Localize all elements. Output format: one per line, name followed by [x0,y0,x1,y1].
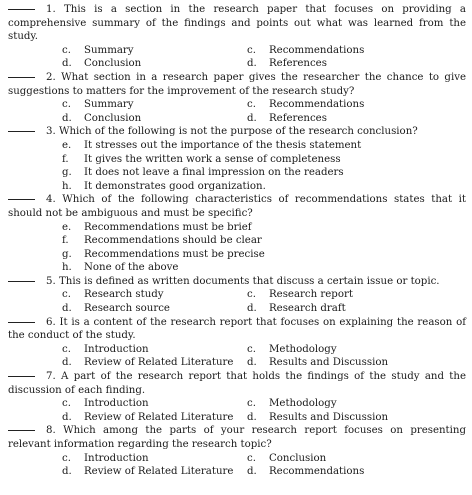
option-text: References [269,112,327,124]
answer-option[interactable] [62,248,466,262]
answer-option[interactable] [247,44,447,58]
option-letter: d. [247,466,257,478]
answer-option[interactable] [247,343,447,357]
answer-option[interactable] [62,452,247,466]
question-number: 8. [46,425,56,437]
answer-option[interactable] [62,221,466,235]
option-text: Recommendations [269,466,365,478]
option-text: Recommendations must be precise [84,248,265,260]
answer-blank[interactable] [8,8,35,10]
answer-blank[interactable] [8,321,35,323]
question-5 [8,275,466,316]
question-6 [8,316,466,370]
option-letter: d. [247,58,257,70]
answer-options [8,452,466,479]
question-number: 1. [46,4,56,15]
option-letter: d. [247,303,257,315]
option-text: Conclusion [84,58,142,70]
question-text: Which of the following characteristics of recommendations states that it should not be ambiguous and must be specific? [8,194,466,219]
option-text: Research study [84,289,164,301]
answer-option[interactable] [62,343,247,357]
answer-blank[interactable] [8,198,35,200]
option-letter: c. [247,289,256,301]
answer-options [8,44,466,71]
question-8 [8,424,466,478]
question-text: This is a section in the research paper that focuses on providing a comprehensive summary of the findings and points out what was learned from the study. [8,4,466,43]
answer-option[interactable] [62,288,247,302]
answer-option[interactable] [62,180,466,194]
option-letter: d. [247,357,257,369]
option-text: Research source [84,303,170,315]
question-text: What section in a research paper gives the researcher the chance to give suggestions to matters for the improvement of the research study? [8,71,466,97]
option-letter: c. [247,44,256,56]
option-text: Review of Related Literature [84,466,234,478]
option-letter: c. [62,99,71,111]
answer-option[interactable] [62,98,247,112]
question-text: A part of the research report that holds the findings of the study and the discussion of each finding. [8,371,466,396]
option-letter: c. [247,452,256,464]
answer-option[interactable] [62,234,466,248]
option-letter: g. [62,248,72,260]
question-7 [8,370,466,424]
option-letter: c. [62,289,71,301]
question-stem [8,275,466,289]
question-stem [8,424,466,451]
question-stem [8,193,466,220]
question-stem [8,71,466,98]
option-text: It demonstrates good organization. [84,180,266,192]
option-letter: h. [62,180,72,192]
option-letter: f. [62,235,69,247]
option-text: Introduction [84,398,149,410]
option-letter: g. [62,167,72,179]
answer-option[interactable] [62,57,247,71]
question-4 [8,193,466,275]
answer-option[interactable] [62,302,247,316]
answer-options [8,98,466,125]
option-text: Summary [84,44,134,56]
option-text: Recommendations must be brief [84,221,252,233]
answer-option[interactable] [247,465,447,479]
answer-option[interactable] [62,397,247,411]
option-text: None of the above [84,262,179,274]
answer-option[interactable] [62,261,466,275]
option-letter: d. [62,411,72,423]
answer-option[interactable] [247,411,447,425]
answer-option[interactable] [62,44,247,58]
question-number: 3. [46,126,56,138]
answer-option[interactable] [247,397,447,411]
option-letter: c. [62,343,71,355]
option-letter: c. [247,343,256,355]
question-stem [8,316,466,343]
answer-option[interactable] [247,356,447,370]
answer-blank[interactable] [8,429,35,431]
answer-options [8,221,466,275]
option-text: Introduction [84,343,149,355]
question-number: 5. [46,275,56,287]
answer-options [8,288,466,315]
option-text: Recommendations [269,44,365,56]
option-letter: d. [247,411,257,423]
question-2 [8,71,466,125]
answer-option[interactable] [247,288,447,302]
option-letter: c. [62,44,71,56]
option-text: It gives the written work a sense of completeness [84,153,341,165]
question-text: This is defined as written documents that discuss a certain issue or topic. [58,275,440,287]
answer-blank[interactable] [8,76,35,78]
question-number: 7. [46,371,56,383]
option-text: References [269,58,327,70]
question-text: Which among the parts of your research report focuses on presenting relevant information regarding the research topic? [8,425,466,450]
answer-options [8,139,466,193]
option-text: Summary [84,99,134,111]
option-text: It does not leave a final impression on the readers [84,167,344,179]
answer-option[interactable] [62,465,247,479]
option-text: Introduction [84,452,149,464]
option-text: Recommendations should be clear [84,235,262,247]
option-letter: e. [62,221,72,233]
option-letter: e. [62,139,72,151]
option-text: Conclusion [269,452,327,464]
option-text: Research report [269,289,353,301]
option-text: Review of Related Literature [84,357,234,369]
option-letter: d. [62,112,72,124]
option-text: Research draft [269,303,346,315]
answer-blank[interactable] [8,280,35,282]
answer-blank[interactable] [8,130,35,132]
question-stem [8,370,466,397]
option-text: Methodology [269,398,337,410]
option-letter: c. [247,99,256,111]
answer-option[interactable] [247,98,447,112]
answer-option[interactable] [247,57,447,71]
answer-options [8,343,466,370]
option-letter: h. [62,262,72,274]
option-text: Results and Discussion [269,411,389,423]
answer-option[interactable] [247,112,447,126]
question-text: Which of the following is not the purpose of the research conclusion? [58,126,418,138]
option-letter: d. [247,112,257,124]
question-stem [8,3,466,44]
option-text: Conclusion [84,112,142,124]
question-3 [8,125,466,193]
option-letter: c. [62,452,71,464]
option-letter: d. [62,466,72,478]
option-text: Recommendations [269,99,365,111]
answer-option[interactable] [62,166,466,180]
question-number: 2. [46,71,56,83]
option-letter: d. [62,58,72,70]
option-text: Results and Discussion [269,357,389,369]
option-text: It stresses out the importance of the thesis statement [84,139,362,151]
answer-blank[interactable] [8,375,35,377]
answer-option[interactable] [62,139,466,153]
answer-option[interactable] [62,411,247,425]
option-letter: d. [62,303,72,315]
option-letter: f. [62,153,69,165]
option-letter: c. [247,398,256,410]
question-number: 4. [46,194,56,206]
answer-option[interactable] [62,112,247,126]
question-text: It is a content of the research report that focuses on explaining the reason of the conduct of the study. [8,316,466,342]
answer-options [8,397,466,424]
question-number: 6. [46,316,56,328]
option-letter: c. [62,398,71,410]
answer-option[interactable] [62,153,466,167]
answer-option[interactable] [62,356,247,370]
option-letter: d. [62,357,72,369]
question-1 [8,3,466,71]
option-text: Methodology [269,343,337,355]
answer-option[interactable] [247,452,447,466]
answer-option[interactable] [247,302,447,316]
option-text: Review of Related Literature [84,411,234,423]
question-stem [8,125,466,139]
